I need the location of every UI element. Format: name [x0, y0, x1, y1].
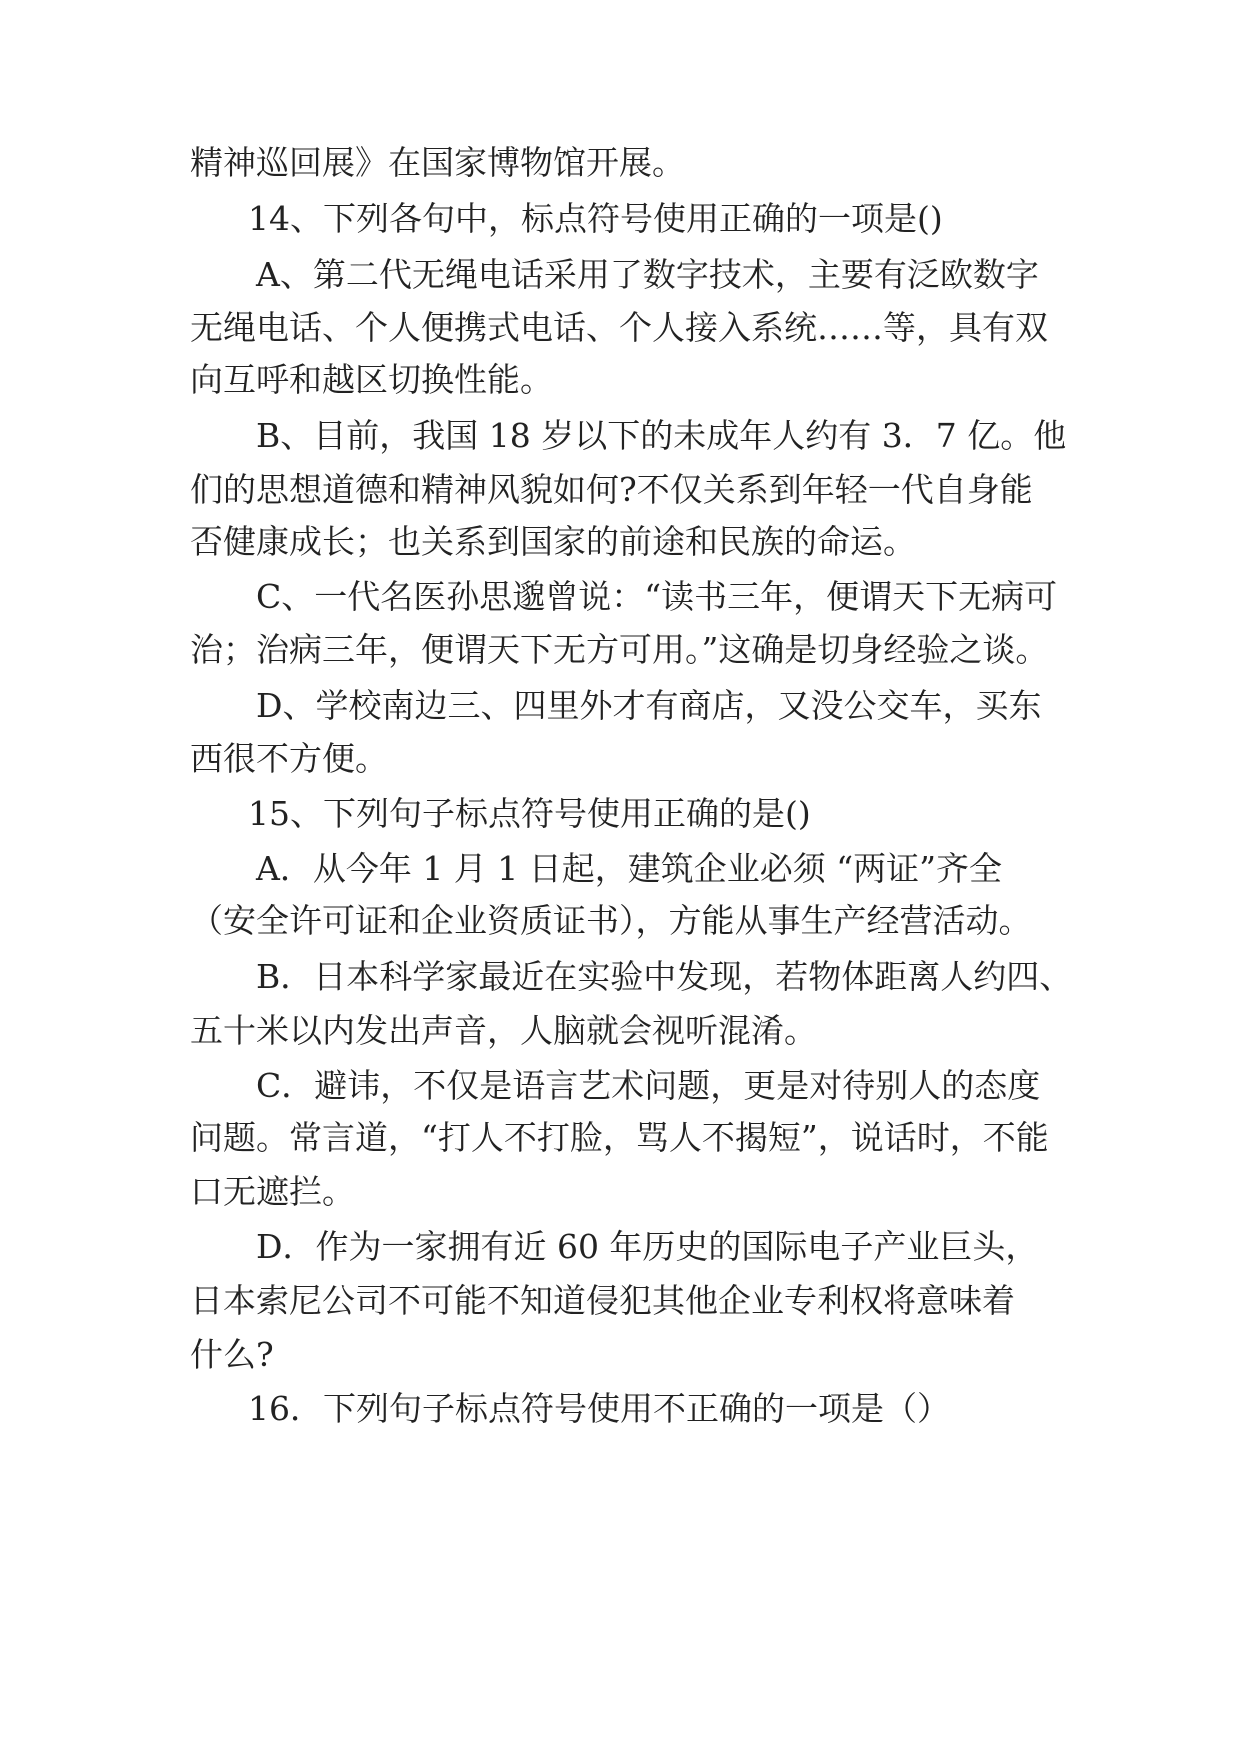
- question-15-option-d: D．作为一家拥有近 60 年历史的国际电子产业巨头，: [256, 1227, 1039, 1266]
- text-line: （安全许可证和企业资质证书），方能从事生产经营活动。: [190, 901, 1032, 940]
- text-line: 五十米以内发出声音，人脑就会视听混淆。: [190, 1011, 817, 1050]
- text-line: 日本索尼公司不可能不知道侵犯其他企业专利权将意味着: [190, 1281, 1015, 1320]
- question-16-stem: 16．下列句子标点符号使用不正确的一项是（）: [248, 1389, 950, 1428]
- text-line: 口无遮拦。: [190, 1172, 355, 1211]
- text-line: 精神巡回展》在国家博物馆开展。: [190, 143, 685, 182]
- text-line: 什么?: [190, 1335, 274, 1374]
- question-15-option-b: B．日本科学家最近在实验中发现，若物体距离人约四、: [256, 957, 1073, 996]
- text-line: 向互呼和越区切换性能。: [190, 360, 553, 399]
- question-14-option-b: B、目前，我国 18 岁以下的未成年人约有 3．7 亿。他: [256, 416, 1067, 455]
- question-14-option-a: A、第二代无绳电话采用了数字技术，主要有泛欧数字: [256, 255, 1039, 294]
- question-14-option-c: C、一代名医孙思邈曾说：“读书三年，便谓天下无病可: [256, 577, 1058, 616]
- text-line: 无绳电话、个人便携式电话、个人接入系统……等，具有双: [190, 308, 1048, 347]
- question-15-option-c: C．避讳，不仅是语言艺术问题，更是对待别人的态度: [256, 1066, 1041, 1105]
- question-15-stem: 15、下列句子标点符号使用正确的是(): [248, 794, 811, 833]
- text-line: 否健康成长；也关系到国家的前途和民族的命运。: [190, 522, 916, 561]
- text-line: 们的思想道德和精神风貌如何?不仅关系到年轻一代自身能: [190, 470, 1033, 509]
- text-line: 西很不方便。: [190, 739, 388, 778]
- text-line: 治；治病三年，便谓天下无方可用。”这确是切身经验之谈。: [190, 630, 1049, 669]
- text-line: 问题。常言道，“打人不打脸，骂人不揭短”，说话时，不能: [190, 1118, 1049, 1157]
- question-14-stem: 14、下列各句中，标点符号使用正确的一项是(): [248, 199, 943, 238]
- question-15-option-a: A．从今年 1 月 1 日起，建筑企业必须 “两证”齐全: [256, 849, 1003, 888]
- question-14-option-d: D、学校南边三、四里外才有商店，又没公交车，买东: [256, 686, 1042, 725]
